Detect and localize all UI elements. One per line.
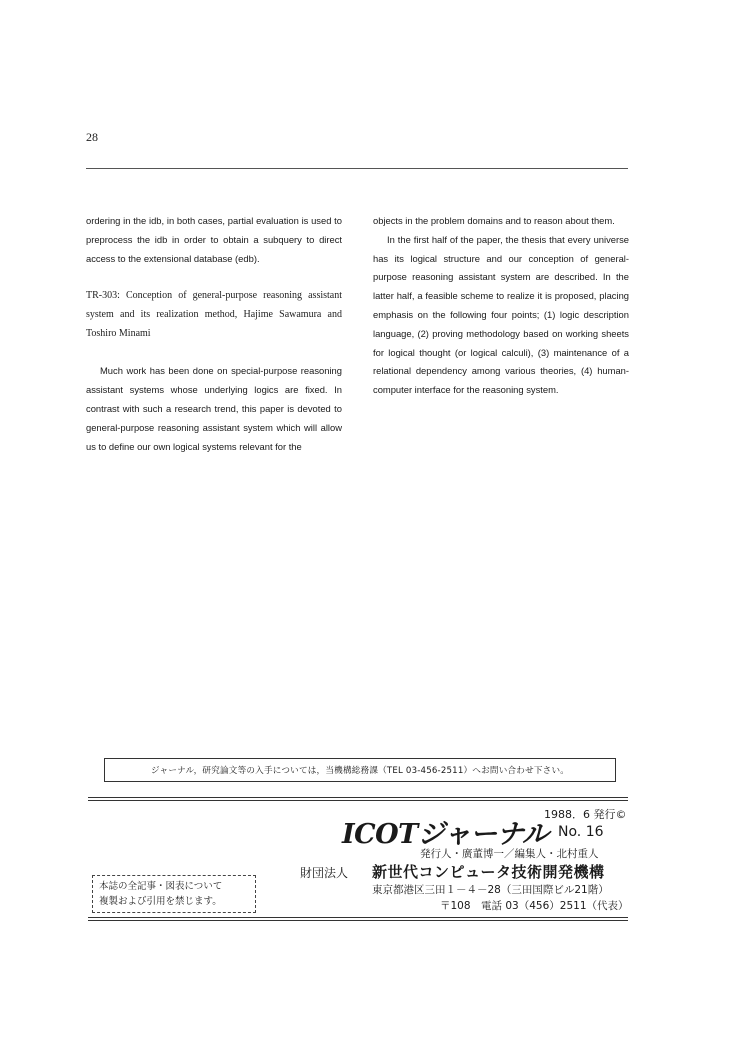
organization-address: 東京都港区三田１－４－28（三田国際ビル21階） xyxy=(372,884,609,896)
publication-date: 1988．6 発行© xyxy=(544,808,627,821)
copyright-line: 複製および引用を禁じます。 xyxy=(99,896,222,907)
colophon-rule-top-double xyxy=(88,800,628,801)
organization-name: 新世代コンピュータ技術開発機構 xyxy=(372,863,605,881)
report-title: TR-303: Conception of general-purpose reasoning assistant system and its realization method, Hajime Sawamura and Toshiro Minami xyxy=(86,290,342,339)
page-number: 28 xyxy=(86,130,98,144)
abstract-continuation-paragraph: ordering in the idb, in both cases, partial evaluation is used to preprocess the idb in order to obtain a subquery to direct access to the extensional database (edb). xyxy=(86,215,342,264)
colophon-rule-bottom-double xyxy=(88,920,628,921)
copyright-notice-box xyxy=(92,875,256,913)
right-column xyxy=(373,212,629,400)
abstract-continuation-paragraph: objects in the problem domains and to reason about them. xyxy=(373,215,615,226)
left-column xyxy=(86,212,342,456)
abstract-paragraph: Much work has been done on special-purpose reasoning assistant systems whose underlying logics are fixed. In contrast with such a research trend, this paper is devoted to general-purpose reasoning assistant system which will allow us to define our own logical systems relevant for the xyxy=(86,365,342,452)
publisher-editor: 発行人・廣董博一／編集人・北村重人 xyxy=(420,848,599,860)
header-rule xyxy=(86,168,628,169)
colophon-rule-top xyxy=(88,797,628,798)
journal-title: ICOTジャーナル xyxy=(342,819,549,850)
copyright-line: 本誌の全記事・図表について xyxy=(99,881,223,892)
organization-type: 財団法人 xyxy=(300,866,349,880)
notice-text: ジャーナル，研究論文等の入手については，当機構総務課（TEL 03-456-2511）へお問い合わせ下さい。 xyxy=(150,766,570,776)
notice-box xyxy=(104,758,616,782)
abstract-paragraph: In the first half of the paper, the thesis that every universe has its logical structure and our conception of general-purpose reasoning assistant system are described. In the latter half, a feasible scheme to realize it is proposed, placing emphasis on the following four points; (1) logic description language, (2) proving methodology based on working sheets for logical thought (or logical calculi), (3) maintenance of a relational dependency among various theories, (4) human-computer interface for the reasoning system. xyxy=(373,233,629,396)
organization-phone: 〒108 電話 03（456）2511（代表） xyxy=(440,900,629,912)
colophon-rule-bottom xyxy=(88,917,628,918)
issue-number: No. 16 xyxy=(558,824,604,840)
